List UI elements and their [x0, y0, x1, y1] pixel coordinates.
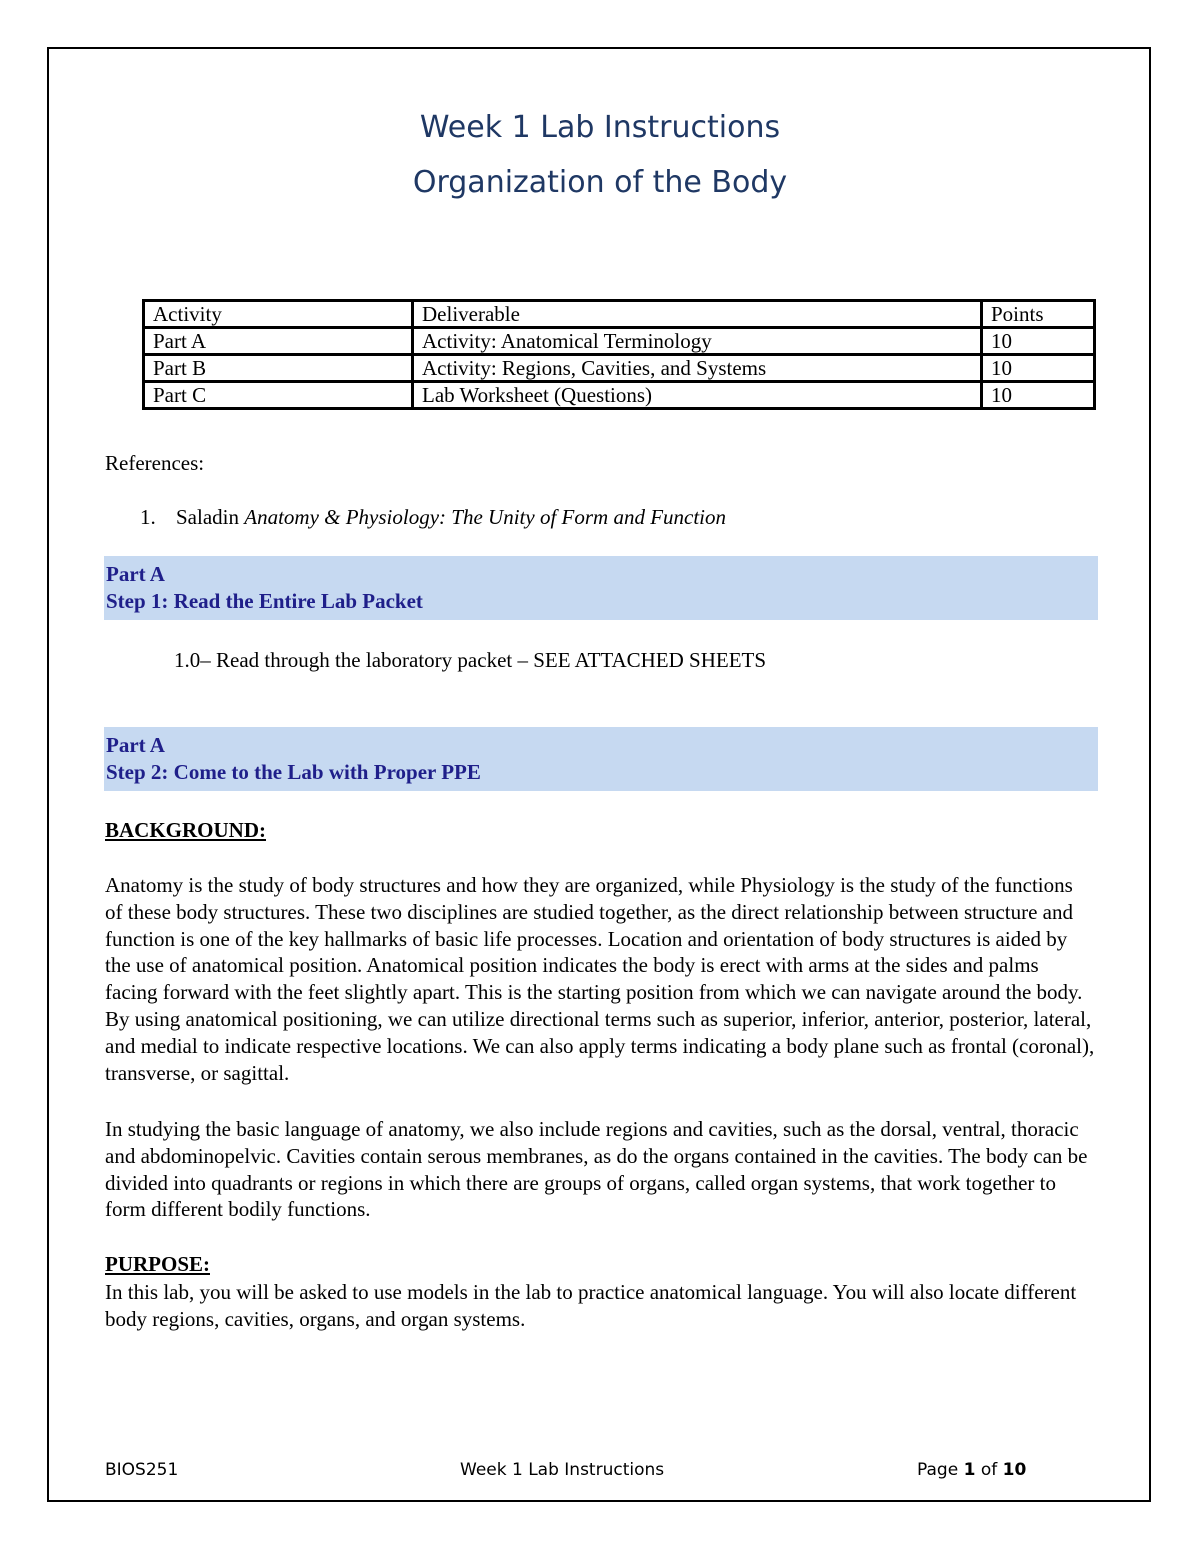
table-header-cell: Activity [144, 301, 413, 328]
table-cell: Part A [144, 328, 413, 355]
step-1-instruction: 1.0– Read through the laboratory packet – SEE ATTACHED SHEETS [174, 648, 767, 672]
step-title: Step 2: Come to the Lab with Proper PPE [106, 760, 481, 784]
background-paragraph-1: Anatomy is the study of body structures and how they are organized, while Physiology is the study of the functions of these body structures. These two disciplines are studied together, as the direct relationship between structure and function is one of the key hallmarks of basic life processes. Location and orientation of body structures is aided by the use of anatomical position. Anatomical position indicates the body is erect with arms at the sides and palms facing forward with the feet slightly apart. This is the starting position from which we can navigate around the body. By using anatomical positioning, we can utilize directional terms such as superior, inferior, anterior, posterior, lateral, and medial to indicate respective locations. We can also apply terms indicating a body plane such as frontal (coronal), transverse, or sagittal. [105, 873, 1095, 1085]
deliverables-table [142, 299, 1096, 410]
footer-page-number [917, 1460, 1026, 1480]
footer-course: BIOS251 [105, 1460, 179, 1480]
table-cell: Activity: Regions, Cavities, and Systems [413, 355, 982, 382]
table-header-cell: Points [982, 301, 1095, 328]
table-header-row [144, 301, 1095, 328]
step-part-label: Part A [106, 733, 165, 757]
table-header-cell: Deliverable [413, 301, 982, 328]
background-paragraph-2: In studying the basic language of anatomy, we also include regions and cavities, such as the dorsal, ventral, thoracic and abdominopelvic. Cavities contain serous membranes, as do the organs contained in the cavities. The body can be divided into quadrants or regions in which there are groups of organs, called organ systems, that work together to form different bodily functions. [105, 1117, 1088, 1222]
table-cell: Part B [144, 355, 413, 382]
footer-page-current: 1 [963, 1460, 976, 1480]
reference-item [140, 505, 726, 530]
page-subtitle: Organization of the Body [412, 165, 788, 200]
reference-title: Anatomy & Physiology: The Unity of Form and Function [244, 505, 727, 529]
page-title: Week 1 Lab Instructions [419, 110, 781, 145]
table-row [144, 355, 1095, 382]
purpose-heading: PURPOSE: [105, 1252, 210, 1276]
step-1-banner [104, 556, 1098, 620]
table-cell: 10 [982, 382, 1095, 409]
step-title: Step 1: Read the Entire Lab Packet [106, 589, 423, 613]
table-cell: 10 [982, 328, 1095, 355]
footer-page-label: Page [917, 1460, 959, 1480]
table-cell: 10 [982, 355, 1095, 382]
footer-title: Week 1 Lab Instructions [460, 1460, 665, 1480]
footer-page-total: 10 [1002, 1460, 1027, 1480]
reference-author: Saladin [176, 505, 239, 529]
table-cell: Activity: Anatomical Terminology [413, 328, 982, 355]
table-cell: Part C [144, 382, 413, 409]
table-row [144, 382, 1095, 409]
step-2-banner [104, 727, 1098, 791]
references-label: References: [105, 451, 205, 475]
step-part-label: Part A [106, 562, 165, 586]
table-cell: Lab Worksheet (Questions) [413, 382, 982, 409]
table-row [144, 328, 1095, 355]
background-heading: BACKGROUND: [105, 818, 266, 842]
reference-number: 1. [140, 505, 156, 529]
footer-of-label: of [980, 1460, 998, 1480]
purpose-paragraph: In this lab, you will be asked to use models in the lab to practice anatomical language. You will also locate different body regions, cavities, organs, and organ systems. [105, 1280, 1077, 1331]
